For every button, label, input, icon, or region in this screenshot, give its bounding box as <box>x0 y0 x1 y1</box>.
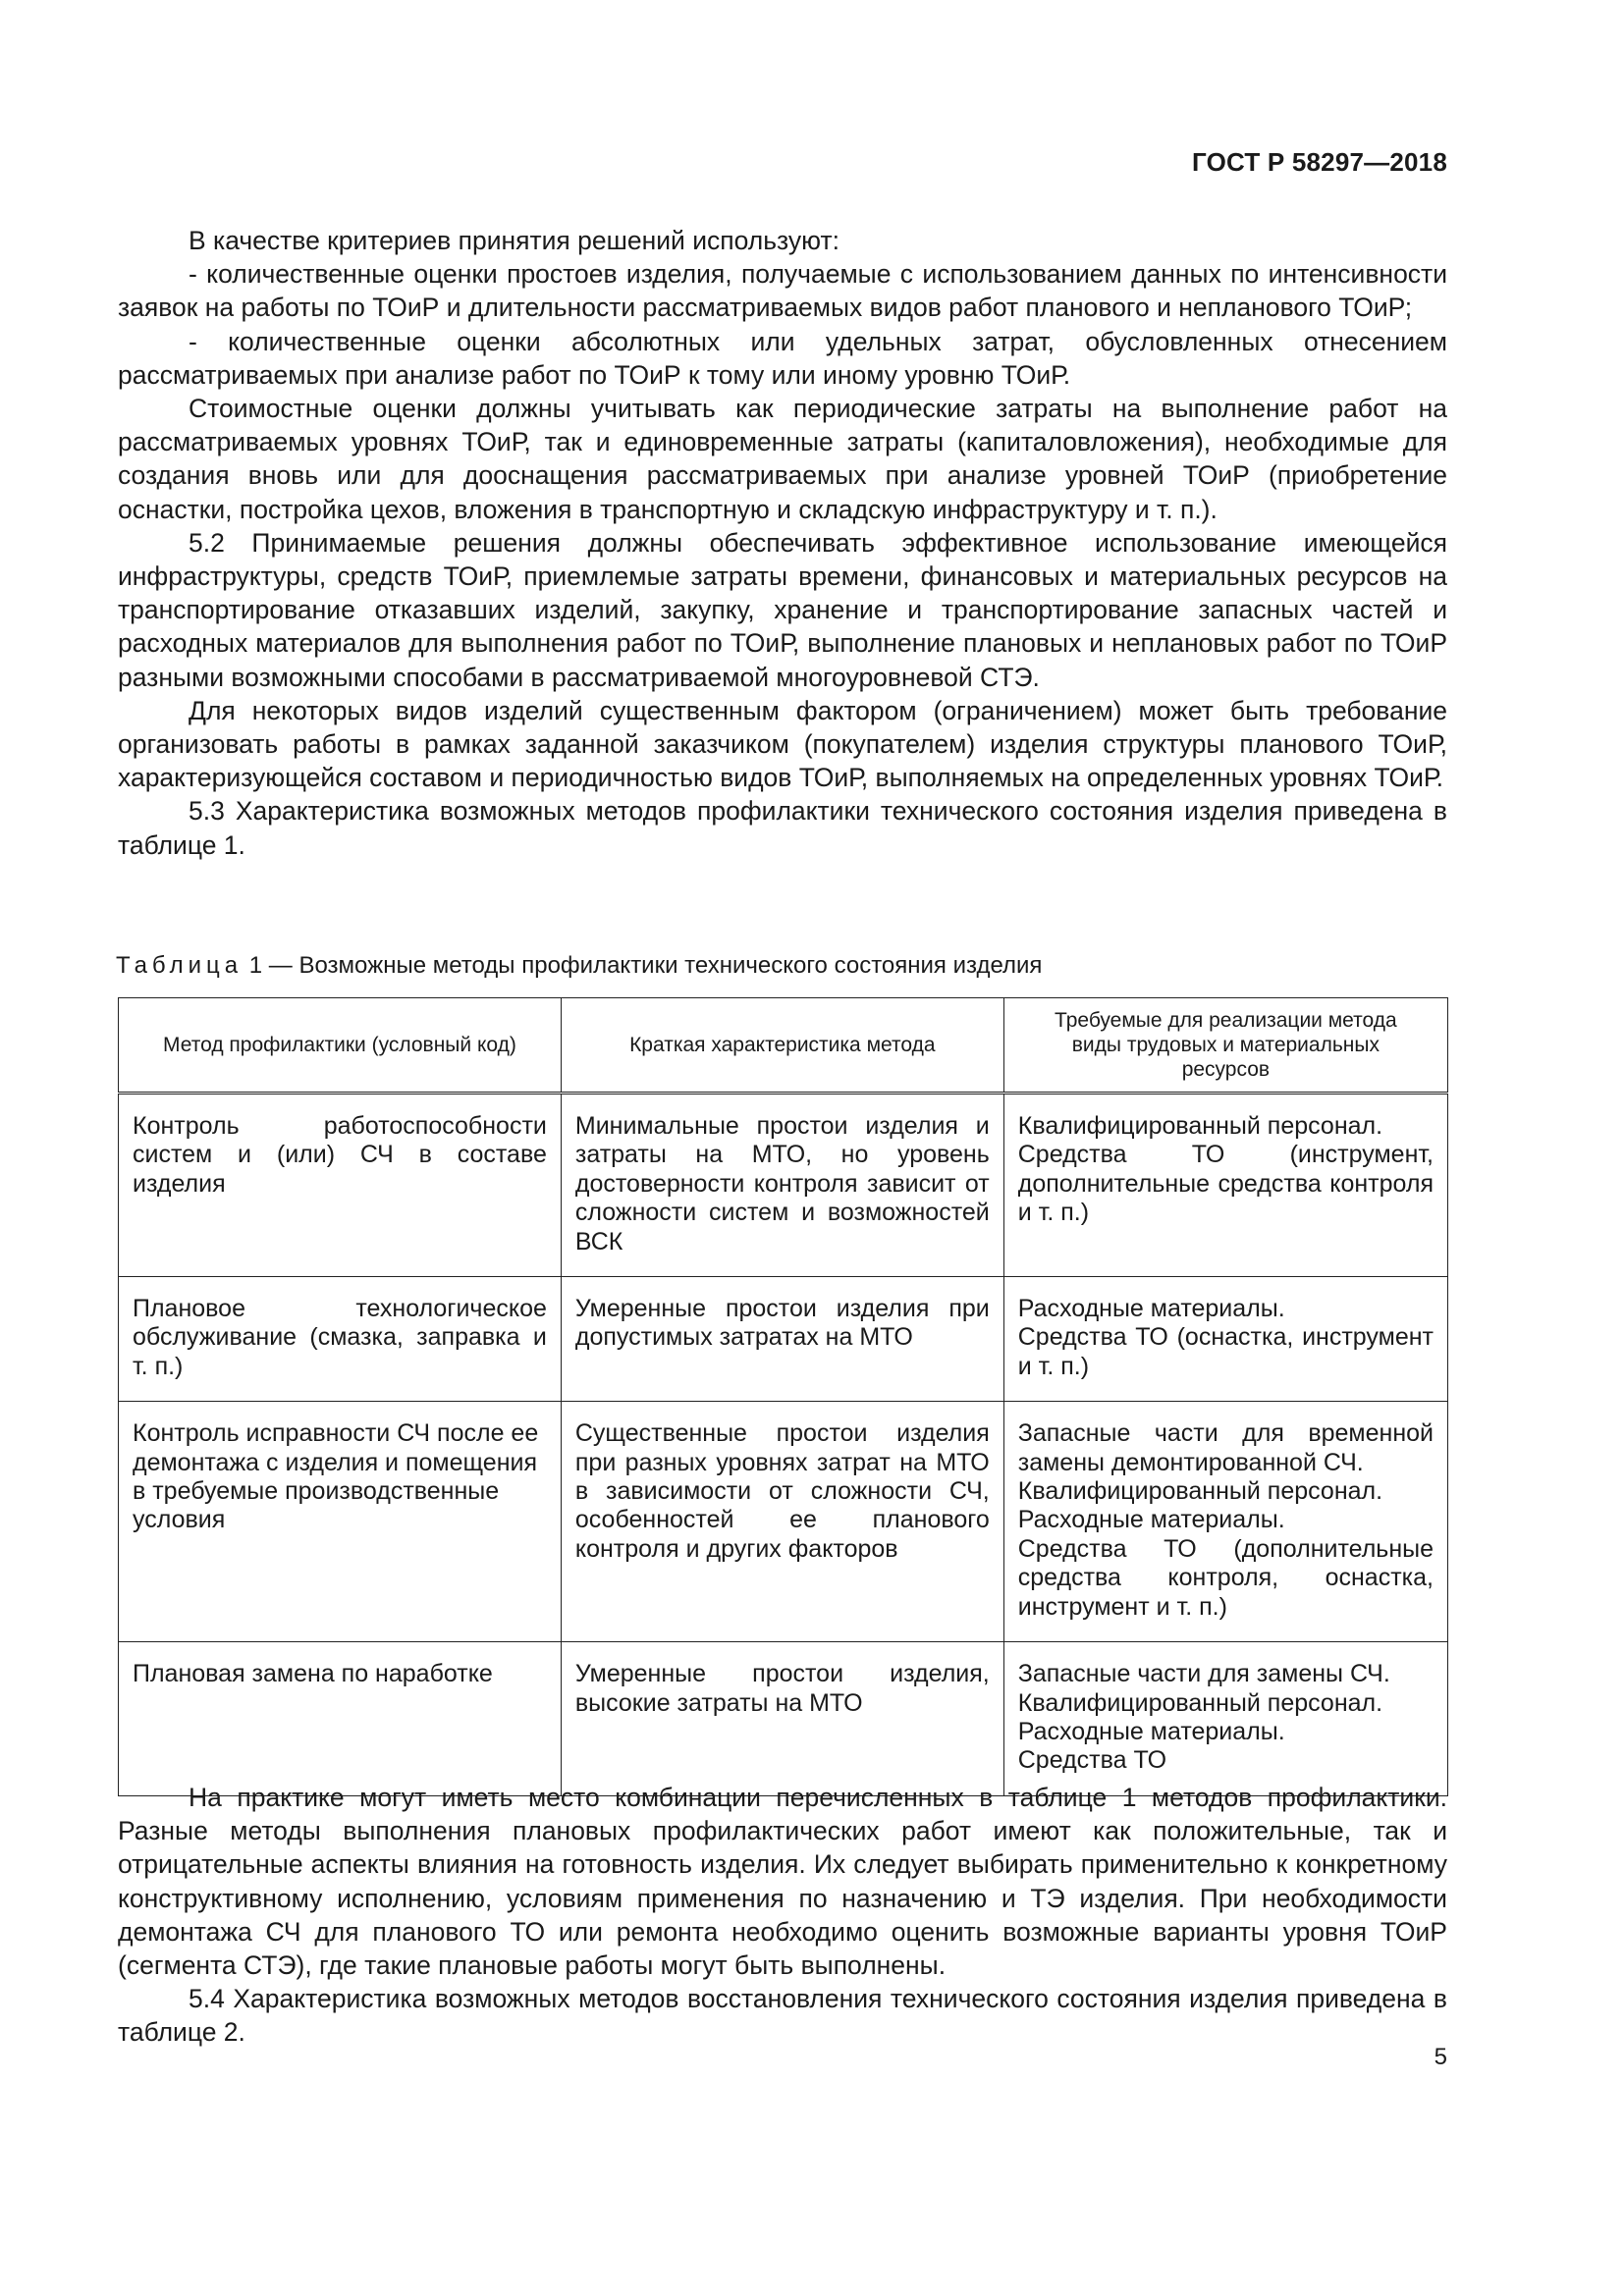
table-row <box>119 1402 1448 1642</box>
cell-resources <box>1003 1277 1447 1402</box>
body-text-top <box>118 224 1447 862</box>
body-text-bottom <box>118 1781 1447 2050</box>
page-number: 5 <box>1434 2044 1447 2070</box>
cell-characteristic <box>561 1642 1003 1796</box>
table-row <box>119 1094 1448 1277</box>
cell-text: Запасные части для замены СЧ. <box>1017 1660 1390 1688</box>
cell-method <box>119 1277 562 1402</box>
paragraph: 5.3 Характеристика возможных методов профилактики технического состояния изделия приведена в таблице 1. <box>118 796 1447 860</box>
table-caption-text: 1 — Возможные методы профилактики технического состояния изделия <box>248 952 1043 979</box>
cell-text: Существенные простои изделия при разных уровнях затрат на МТО в зависимости от сложности СЧ, особенностей ее планового контроля и других факторов <box>574 1419 990 1563</box>
cell-text: Расходные материалы. <box>1017 1506 1285 1534</box>
cell-text: Контроль работоспособности систем и (или) СЧ в составе изделия <box>133 1112 547 1198</box>
column-header-resources: Требуемые для реализации метода виды трудовых и материальных ресурсов <box>1003 998 1447 1094</box>
cell-resources <box>1003 1642 1447 1796</box>
table-caption-label: Таблица <box>116 952 244 979</box>
paragraph: - количественные оценки абсолютных или удельных затрат, обусловленных отнесением рассматриваемых при анализе работ по ТОиР к тому или иному уровню ТОиР. <box>118 326 1447 390</box>
paragraph: Стоимостные оценки должны учитывать как периодические затраты на выполнение работ на рассматриваемых уровнях ТОиР, так и единовременные затраты (капиталовложения), необходимые для создания вновь или для дооснащения рассматриваемых при анализе уровней ТОиР (приобретение оснастки, постройка цехов, вложения в транспортную и складскую инфраструктуру и т. п.). <box>118 394 1447 524</box>
table-caption <box>116 952 1042 980</box>
cell-text: Средства ТО (дополнительные средства контроля, оснастка, инструмент и т. п.) <box>1017 1534 1434 1621</box>
cell-text: Квалифицированный персонал. <box>1017 1112 1383 1140</box>
cell-text: Средства ТО (инструмент, дополнительные средства контроля и т. п.) <box>1017 1141 1434 1227</box>
paragraph: В качестве критериев принятия решений используют: <box>189 226 839 255</box>
cell-method <box>119 1094 562 1277</box>
table-row <box>119 1642 1448 1796</box>
cell-text: Квалифицированный персонал. <box>1017 1477 1383 1506</box>
cell-text: Средства ТО <box>1017 1746 1167 1775</box>
column-header-method: Метод профилактики (условный код) <box>119 998 562 1094</box>
cell-text: Запасные части для временной замены демонтированной СЧ. <box>1017 1419 1434 1476</box>
cell-text: Расходные материалы. <box>1017 1295 1285 1323</box>
cell-text: Средства ТО (оснастка, инструмент и т. п.) <box>1017 1323 1434 1380</box>
paragraph: 5.4 Характеристика возможных методов восстановления технического состояния изделия приведена в таблице 2. <box>118 1984 1447 2048</box>
cell-characteristic <box>561 1094 1003 1277</box>
cell-method <box>119 1642 562 1796</box>
cell-characteristic <box>561 1402 1003 1642</box>
cell-characteristic <box>561 1277 1003 1402</box>
paragraph: 5.2 Принимаемые решения должны обеспечивать эффективное использование имеющейся инфраструктуры, средств ТОиР, приемлемые затраты времени, финансовых и материальных ресурсов на транспортирование отказавших изделий, закупку, хранение и транспортирование запасных частей и расходных материалов для выполнения работ по ТОиР, выполнение плановых и неплановых работ по ТОиР разными возможными способами в рассматриваемой многоуровневой СТЭ. <box>118 527 1447 692</box>
cell-text: Плановая замена по наработке <box>133 1660 493 1688</box>
cell-text: Минимальные простои изделия и затраты на МТО, но уровень достоверности контроля зависит от сложности систем и возможностей ВСК <box>574 1112 990 1255</box>
paragraph: - количественные оценки простоев изделия, получаемые с использованием данных по интенсивности заявок на работы по ТОиР и длительности рассматриваемых видов работ планового и непланового ТОиР; <box>118 259 1447 323</box>
column-header-characteristic: Краткая характеристика метода <box>561 998 1003 1094</box>
paragraph: Для некоторых видов изделий существенным фактором (ограничением) может быть требование организовать работы в рамках заданной заказчиком (покупателем) изделия структуры планового ТОиР, характеризующейся составом и периодичностью видов ТОиР, выполняемых на определенных уровнях ТОиР. <box>118 695 1447 793</box>
cell-resources <box>1003 1402 1447 1642</box>
standard-header: ГОСТ Р 58297—2018 <box>1192 147 1447 177</box>
table-header-row <box>119 998 1448 1094</box>
cell-text: Плановое технологическое обслуживание (смазка, заправка и т. п.) <box>133 1295 547 1380</box>
paragraph: На практике могут иметь место комбинации перечисленных в таблице 1 методов профилактики. Разные методы выполнения плановых профилактических работ имеют как положительные, так и отрицательные аспекты влияния на готовность изделия. Их следует выбирать применительно к конкретному конструктивному исполнению, условиям применения по назначению и ТЭ изделия. При необходимости демонтажа СЧ для планового ТО или ремонта необходимо оценить возможные варианты уровня ТОиР (сегмента СТЭ), где такие плановые работы могут быть выполнены. <box>118 1783 1447 1981</box>
cell-text: Контроль исправности СЧ после ее демонтажа с изделия и помещения в требуемые производственные условия <box>133 1419 539 1534</box>
cell-method <box>119 1402 562 1642</box>
cell-resources <box>1003 1094 1447 1277</box>
cell-text: Умеренные простои изделия, высокие затраты на МТО <box>574 1660 990 1717</box>
table-row <box>119 1277 1448 1402</box>
cell-text: Умеренные простои изделия при допустимых затратах на МТО <box>574 1295 990 1352</box>
cell-text: Квалифицированный персонал. <box>1017 1688 1383 1717</box>
methods-table <box>118 997 1448 1796</box>
cell-text: Расходные материалы. <box>1017 1717 1285 1745</box>
